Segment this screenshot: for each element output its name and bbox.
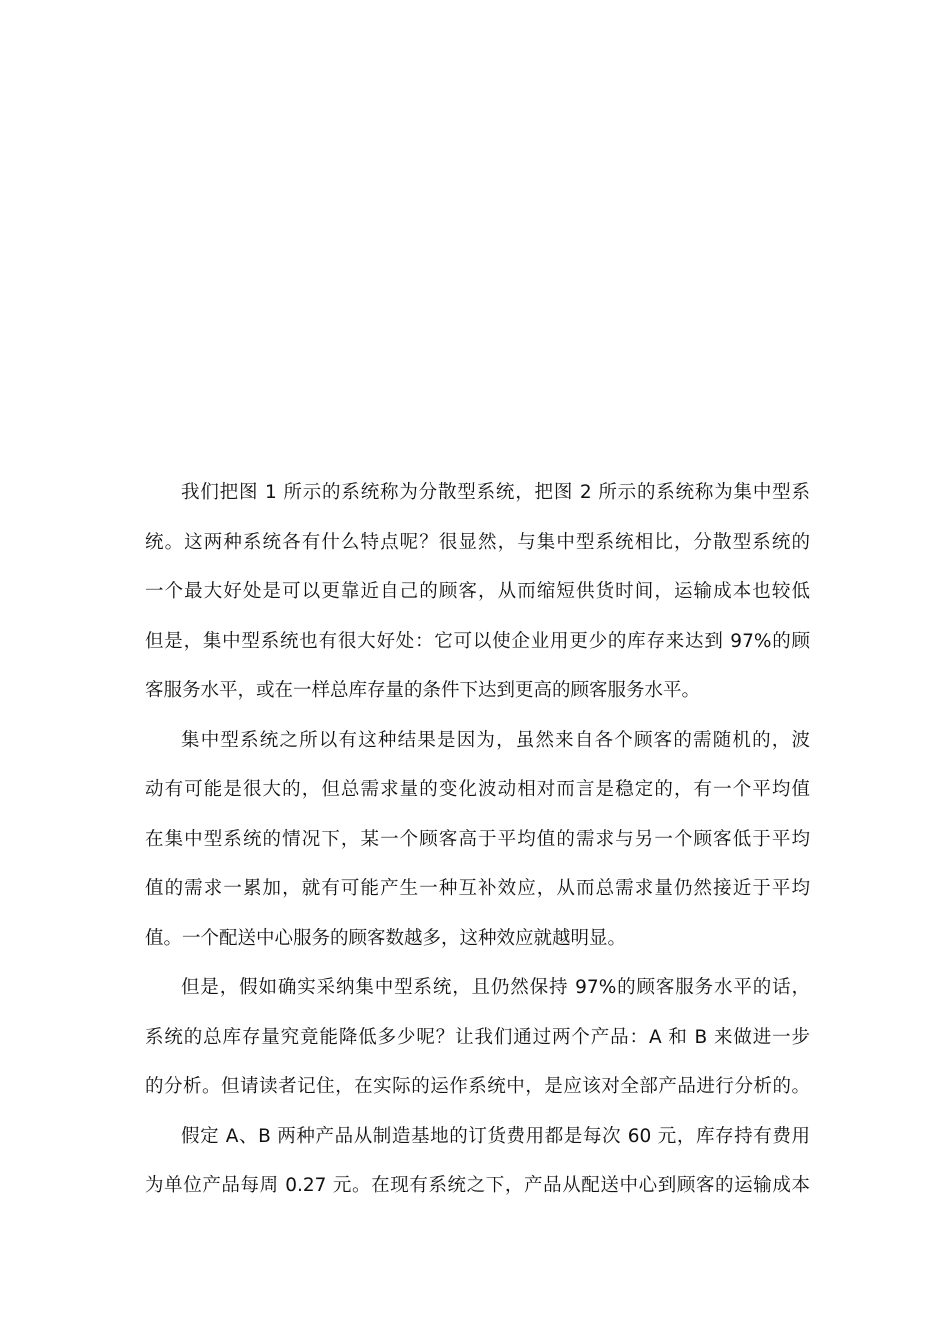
paragraph-2 — [145, 716, 810, 964]
text-line: 一个最大好处是可以更靠近自己的顾客，从而缩短供货时间，运输成本也较低 — [145, 581, 810, 602]
paragraph-4 — [145, 1112, 810, 1211]
text-line: 动有可能是很大的，但总需求量的变化波动相对而言是稳定的，有一个平均值 — [145, 779, 810, 800]
text-line: 为单位产品每周 0.27 元。在现有系统之下，产品从配送中心到顾客的运输成本 — [145, 1175, 810, 1196]
body-text — [145, 468, 810, 1211]
paragraph-3 — [145, 963, 810, 1112]
text-line: 假定 A、B 两种产品从制造基地的订货费用都是每次 60 元，库存持有费用 — [181, 1125, 810, 1147]
text-line: 的分析。但请读者记住，在实际的运作系统中，是应该对全部产品进行分析的。 — [145, 1076, 810, 1097]
text-line: 客服务水平，或在一样总库存量的条件下达到更高的顾客服务水平。 — [145, 680, 701, 701]
text-line: 值。一个配送中心服务的顾客数越多，这种效应就越明显。 — [145, 927, 627, 949]
text-line: 统。这两种系统各有什么特点呢？很显然，与集中型系统相比，分散型系统的 — [145, 531, 810, 553]
text-line: 我们把图 1 所示的系统称为分散型系统，把图 2 所示的系统称为集中型系 — [181, 482, 810, 503]
text-line: 值的需求一累加，就有可能产生一种互补效应，从而总需求量仍然接近于平均 — [145, 878, 810, 899]
text-line: 集中型系统之所以有这种结果是因为，虽然来自各个顾客的需随机的，波 — [181, 729, 810, 751]
text-line: 在集中型系统的情况下，某一个顾客高于平均值的需求与另一个顾客低于平均 — [145, 828, 810, 850]
paragraph-1 — [145, 468, 810, 716]
text-line: 但是，集中型系统也有很大好处：它可以使企业用更少的库存来达到 97%的顾 — [145, 630, 810, 652]
text-line: 系统的总库存量究竟能降低多少呢？让我们通过两个产品：A 和 B 来做进一步 — [145, 1026, 810, 1048]
text-line: 但是，假如确实采纳集中型系统，且仍然保持 97%的顾客服务水平的话， — [181, 977, 810, 998]
